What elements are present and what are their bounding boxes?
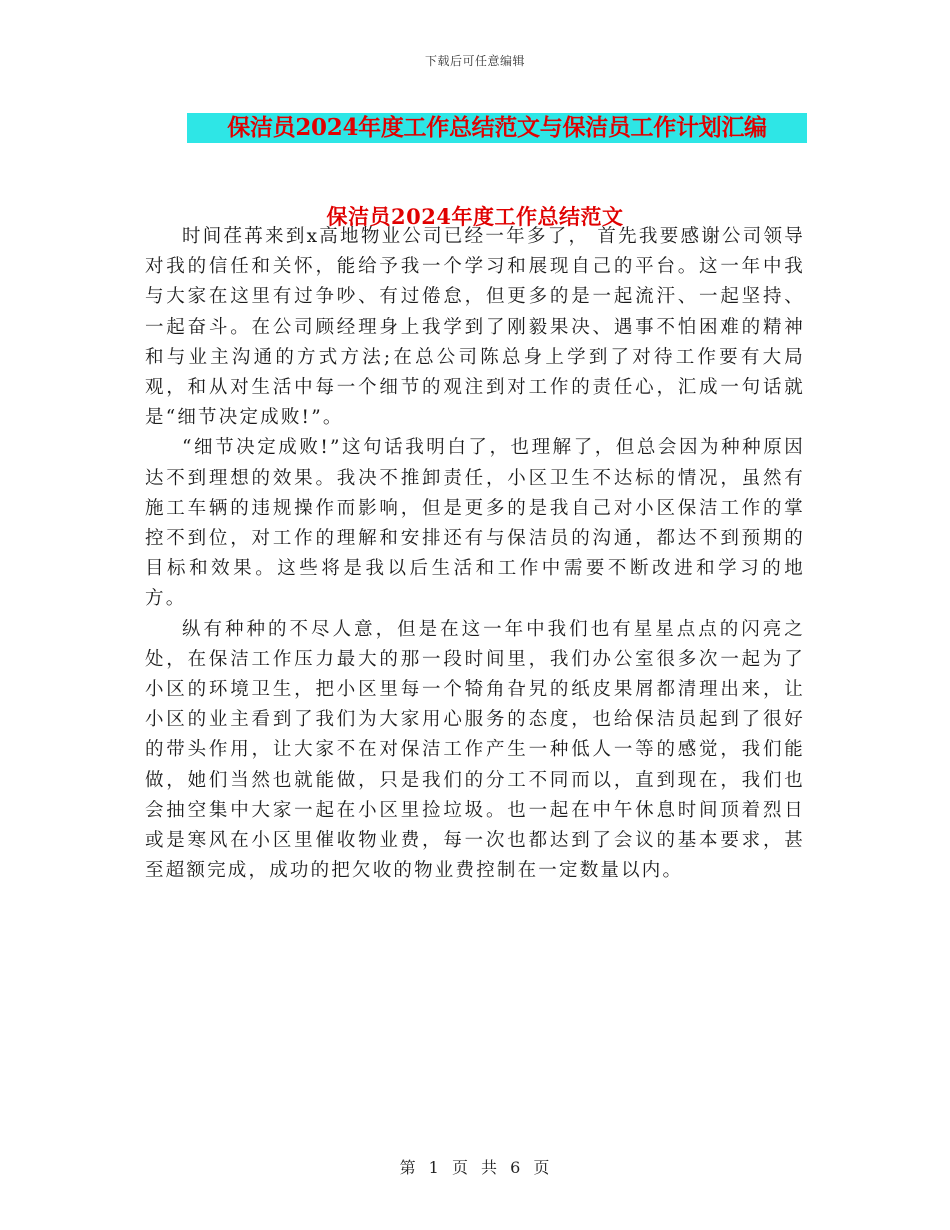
header-note: 下载后可任意编辑: [424, 54, 525, 68]
paragraph-1: 时间荏苒来到x高地物业公司已经一年多了， 首先我要感谢公司领导对我的信任和关怀，能给予我一个学习和展现自己的平台。这一年中我与大家在这里有过争吵、有过倦怠，但更多的是一起流汗、一起坚持、一起奋斗。在公司顾经理身上我学到了刚毅果决、遇事不怕困难的精神和与业主沟通的方式方法;在总公司陈总身上学到了对待工作要有大局观，和从对生活中每一个细节的观注到对工作的责任心，汇成一句话就是“细节决定成败!”。: [145, 226, 805, 429]
paragraph-2: “细节决定成败!”这句话我明白了，也理解了，但总会因为种种原因达不到理想的效果。我决不推卸责任，小区卫生不达标的情况，虽然有施工车辆的违规操作而影响，但是更多的是我自己对小区保洁工作的掌控不到位，对工作的理解和安排还有与保洁员的沟通，都达不到预期的目标和效果。这些将是我以后生活和工作中需要不断改进和学习的地方。: [145, 437, 805, 610]
section-title: 保洁员2024年度工作总结范文: [326, 204, 624, 229]
paragraph-3: 纵有种种的不尽人意，但是在这一年中我们也有星星点点的闪亮之处，在保洁工作压力最大的那一段时间里，我们办公室很多次一起为了小区的环境卫生，把小区里每一个犄角旮旯的纸皮果屑都清理出来，让小区的业主看到了我们为大家用心服务的态度，也给保洁员起到了很好的带头作用，让大家不在对保洁工作产生一种低人一等的感觉，我们能做，她们当然也就能做，只是我们的分工不同而以，直到现在，我们也会抽空集中大家一起在小区里捡垃圾。也一起在中午休息时间顶着烈日或是寒风在小区里催收物业费，每一次也都达到了会议的基本要求，甚至超额完成，成功的把欠收的物业费控制在一定数量以内。: [145, 618, 805, 882]
page-footer: 第 1 页 共 6 页: [399, 1158, 551, 1177]
document-title: 保洁员2024年度工作总结范文与保洁员工作计划汇编: [227, 114, 767, 141]
document-body: [145, 222, 805, 886]
